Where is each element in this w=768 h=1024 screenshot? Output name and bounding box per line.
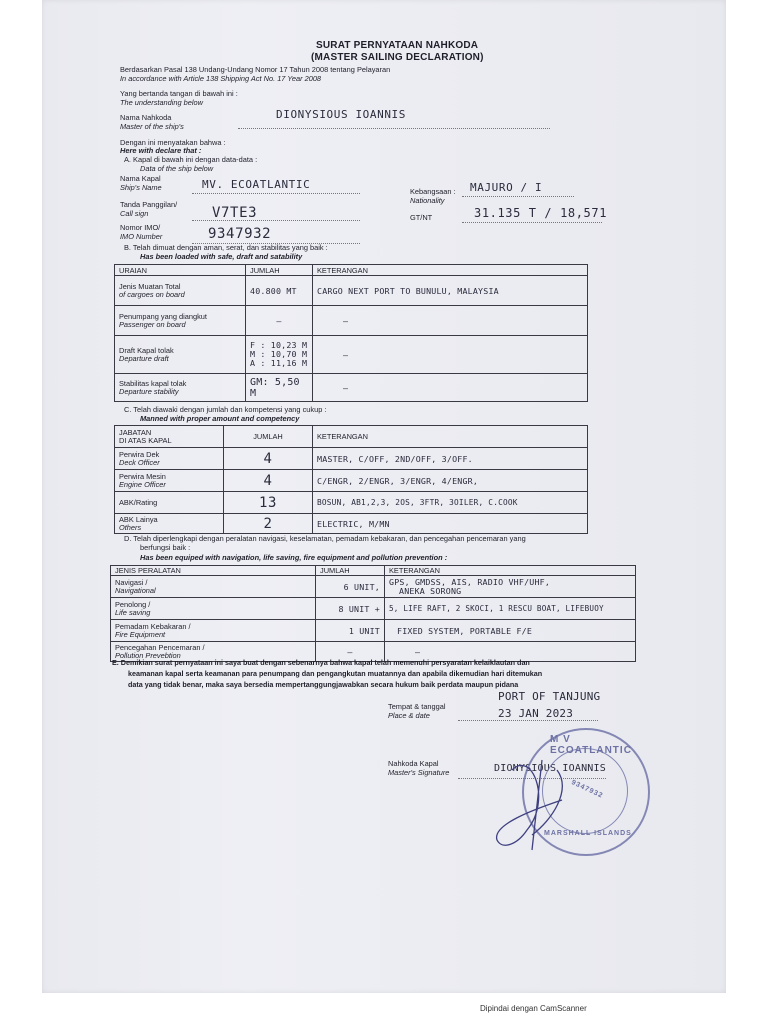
imo-label-en: IMO Number	[120, 232, 163, 241]
section-e-line-2: keamanan kapal serta keamanan para penumpang dan pengangkutan muatannya dan apabila dikemudian hari ditemukan	[128, 669, 543, 678]
row-keterangan: ELECTRIC, M/MN	[313, 514, 588, 534]
table-b-header-uraian: URAIAN	[115, 265, 246, 276]
declare-label: Dengan ini menyatakan bahwa :	[120, 138, 226, 147]
document-title-en: (MASTER SAILING DECLARATION)	[311, 52, 484, 63]
callsign-line	[192, 220, 360, 221]
signature-label: Nahkoda Kapal	[388, 759, 439, 768]
row-jumlah: —	[246, 306, 313, 336]
declare-label-en: Here with declare that :	[120, 146, 202, 155]
stamp-number: 9347932	[570, 779, 605, 800]
callsign-label: Tanda Panggilan/	[120, 200, 178, 209]
date-value: 23 JAN 2023	[498, 707, 574, 720]
scanned-document	[42, 0, 726, 993]
row-label: Navigasi / Navigational	[111, 576, 316, 598]
place-date-line	[458, 720, 598, 721]
gt-value: 31.135 T / 18,571	[474, 206, 608, 220]
table-b	[114, 264, 588, 402]
row-label: Draft Kapal tolak Departure draft	[115, 336, 246, 374]
section-a-heading-en: Data of the ship below	[140, 164, 214, 173]
row-label: ABK Lainya Others	[115, 514, 224, 534]
table-c-header-jumlah: JUMLAH	[224, 426, 313, 448]
table-d	[110, 565, 636, 662]
ship-name-label: Nama Kapal	[120, 174, 161, 183]
table-row	[115, 276, 588, 306]
row-keterangan: —	[313, 306, 588, 336]
row-jumlah: 6 UNIT,	[316, 576, 385, 598]
table-row	[111, 576, 636, 598]
signature-label-en: Master's Signature	[388, 768, 450, 777]
table-row	[115, 306, 588, 336]
nationality-label-en: Nationality	[410, 196, 445, 205]
row-keterangan: GPS, GMDSS, AIS, RADIO VHF/UHF, ANEKA SORONG	[385, 576, 636, 598]
table-d-header-keterangan: KETERANGAN	[385, 566, 636, 576]
document-title: SURAT PERNYATAAN NAHKODA	[316, 40, 479, 51]
place-date-label: Tempat & tanggal	[388, 702, 446, 711]
place-value: PORT OF TANJUNG	[498, 690, 601, 703]
section-d-heading: D. Telah diperlengkapi dengan peralatan navigasi, keselamatan, pemadam kebakaran, dan pencegahan pencemaran yang	[124, 534, 526, 543]
ship-name-line	[192, 193, 360, 194]
section-b-heading: B. Telah dimuat dengan aman, serat, dan stabilitas yang baik :	[124, 243, 328, 252]
section-d-heading-2: berfungsi baik :	[140, 543, 191, 552]
imo-value: 9347932	[208, 226, 272, 242]
table-row	[111, 598, 636, 620]
ship-name-label-en: Ship's Name	[120, 183, 162, 192]
row-label: Perwira Dek Deck Officer	[115, 448, 224, 470]
signature-scribble-icon	[472, 740, 622, 860]
master-name-label-en: Master of the ship's	[120, 122, 184, 131]
signature-name: DIONYSIOUS IOANNIS	[494, 763, 606, 774]
row-jumlah: F : 10,23 M M : 10,70 M A : 11,16 M	[246, 336, 313, 374]
row-label: Penolong / Life saving	[111, 598, 316, 620]
section-d-heading-en: Has been equiped with navigation, life saving, fire equipment and pollution prevention :	[140, 553, 448, 562]
basis-text-en: In accordance with Article 138 Shipping Act No. 17 Year 2008	[120, 74, 322, 83]
table-c-header-jabatan: JABATAN DI ATAS KAPAL	[115, 426, 224, 448]
gt-label: GT/NT	[410, 213, 433, 222]
nationality-line	[462, 196, 574, 197]
table-d-header-jumlah: JUMLAH	[316, 566, 385, 576]
table-row	[115, 470, 588, 492]
scanner-footer: Dipindai dengan CamScanner	[480, 1004, 587, 1013]
row-jumlah: 4	[224, 470, 313, 492]
row-keterangan: —	[313, 336, 588, 374]
table-row	[115, 374, 588, 402]
master-name-value: DIONYSIOUS IOANNIS	[276, 108, 407, 121]
ship-name-value: MV. ECOATLANTIC	[202, 178, 311, 191]
imo-label: Nomor IMO/	[120, 223, 161, 232]
table-b-header-keterangan: KETERANGAN	[313, 265, 588, 276]
row-keterangan: FIXED SYSTEM, PORTABLE F/E	[385, 620, 636, 642]
master-name-line	[238, 128, 550, 129]
gt-line	[462, 222, 602, 223]
table-d-header-jenis: JENIS PERALATAN	[111, 566, 316, 576]
stamp-top-text: M V ECOATLANTIC	[550, 734, 632, 756]
row-jumlah: GM: 5,50 M	[246, 374, 313, 402]
section-b-heading-en: Has been loaded with safe, draft and satability	[140, 252, 303, 261]
row-keterangan: —	[385, 642, 636, 662]
row-jumlah: 13	[224, 492, 313, 514]
callsign-value: V7TE3	[212, 205, 258, 221]
section-e-line-3: data yang tidak benar, maka saya bersedia mempertanggungjawabkan secara hukum baik perdata maupun pidana	[128, 680, 519, 689]
row-label: Stabilitas kapal tolak Departure stability	[115, 374, 246, 402]
row-keterangan: 5, LIFE RAFT, 2 SKOCI, 1 RESCU BOAT, LIFEBUOY	[385, 598, 636, 620]
section-c-heading: C. Telah diawaki dengan jumlah dan kompetensi yang cukup :	[124, 405, 327, 414]
callsign-label-en: Call sign	[120, 209, 149, 218]
table-row	[111, 620, 636, 642]
nationality-value: MAJURO / I	[470, 181, 543, 194]
undersigned-label-en: The understanding below	[120, 98, 203, 107]
row-jumlah: 8 UNIT +	[316, 598, 385, 620]
nationality-label: Kebangsaan :	[410, 187, 456, 196]
table-c-header-keterangan: KETERANGAN	[313, 426, 588, 448]
row-jumlah: 40.800 MT	[246, 276, 313, 306]
row-label: Perwira Mesin Engine Officer	[115, 470, 224, 492]
table-row	[115, 336, 588, 374]
row-keterangan: MASTER, C/OFF, 2ND/OFF, 3/OFF.	[313, 448, 588, 470]
table-row	[115, 492, 588, 514]
row-keterangan: C/ENGR, 2/ENGR, 3/ENGR, 4/ENGR,	[313, 470, 588, 492]
row-label: Pencegahan Pencemaran / Pollution Prevebtion	[111, 642, 316, 662]
stamp-bottom-text: MARSHALL ISLANDS	[544, 830, 632, 837]
master-name-label: Nama Nahkoda	[120, 113, 172, 122]
table-row	[115, 448, 588, 470]
row-label: Jenis Muatan Total of cargoes on board	[115, 276, 246, 306]
section-e-line-1: E. Demikian surat pernyataan ini saya buat dengan sebenarnya bahwa kapal telah memenuhi persyaratan kelaiklautan dan	[112, 658, 530, 667]
place-date-label-en: Place & date	[388, 711, 430, 720]
row-label: Pemadam Kebakaran / Fire Equipment	[111, 620, 316, 642]
undersigned-label: Yang bertanda tangan di bawah ini :	[120, 89, 238, 98]
row-label: Penumpang yang diangkut Passenger on board	[115, 306, 246, 336]
row-keterangan: BOSUN, AB1,2,3, 2OS, 3FTR, 3OILER, C.COOK	[313, 492, 588, 514]
section-a-heading: A. Kapal di bawah ini dengan data-data :	[124, 155, 258, 164]
row-jumlah: 1 UNIT	[316, 620, 385, 642]
basis-text: Berdasarkan Pasal 138 Undang-Undang Nomor 17 Tahun 2008 tentang Pelayaran	[120, 65, 391, 74]
row-jumlah: 2	[224, 514, 313, 534]
table-b-header-jumlah: JUMLAH	[246, 265, 313, 276]
section-c-heading-en: Manned with proper amount and competency	[140, 414, 300, 423]
row-keterangan: CARGO NEXT PORT TO BUNULU, MALAYSIA	[313, 276, 588, 306]
row-jumlah: 4	[224, 448, 313, 470]
table-row	[115, 514, 588, 534]
row-label: ABK/Rating	[115, 492, 224, 514]
table-c	[114, 425, 588, 534]
row-jumlah: —	[316, 642, 385, 662]
row-keterangan: —	[313, 374, 588, 402]
